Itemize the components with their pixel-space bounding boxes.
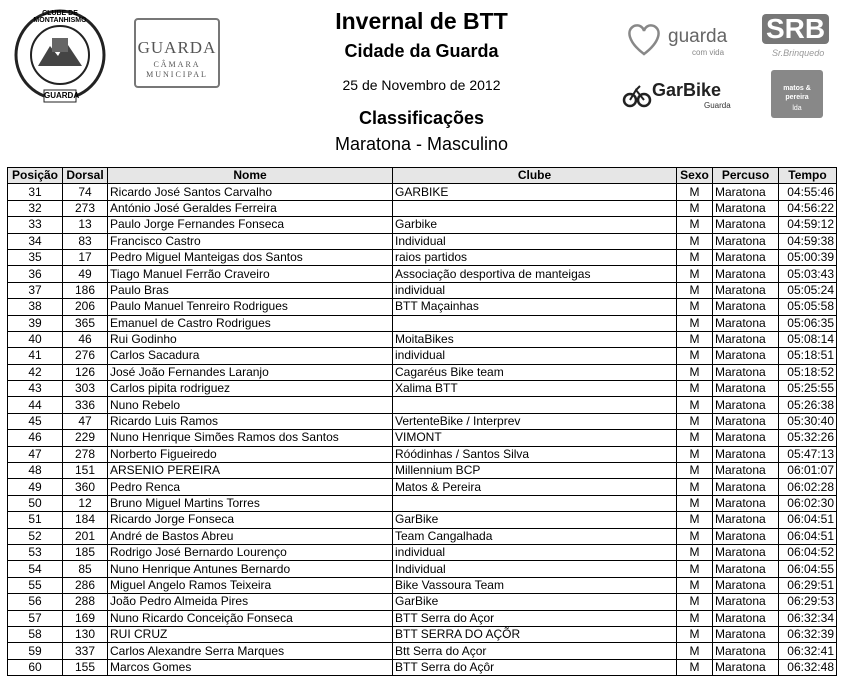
- cell-sexo: M: [677, 610, 713, 626]
- cell-dorsal: 130: [63, 626, 108, 642]
- cell-clube: VIMONT: [393, 430, 677, 446]
- cell-percurso: Maratona: [713, 200, 779, 216]
- garbike-logo-sub: Guarda: [704, 101, 731, 110]
- cell-clube: Garbike: [393, 217, 677, 233]
- cell-dorsal: 303: [63, 381, 108, 397]
- cell-nome: Nuno Ricardo Conceição Fonseca: [108, 610, 393, 626]
- cell-nome: José João Fernandes Laranjo: [108, 364, 393, 380]
- matos-logo-main: matos & pereira: [783, 85, 811, 101]
- table-row: [8, 233, 837, 249]
- cell-posicao: 50: [8, 495, 63, 511]
- cell-tempo: 05:05:24: [779, 282, 837, 298]
- col-header-percurso: Percuso: [713, 168, 779, 184]
- cell-nome: Ricardo José Santos Carvalho: [108, 184, 393, 200]
- results-table: [7, 167, 837, 676]
- cell-percurso: Maratona: [713, 430, 779, 446]
- cell-sexo: M: [677, 348, 713, 364]
- cell-tempo: 04:59:38: [779, 233, 837, 249]
- cell-percurso: Maratona: [713, 594, 779, 610]
- cell-sexo: M: [677, 315, 713, 331]
- matos-pereira-logo: [771, 70, 823, 118]
- table-row: [8, 364, 837, 380]
- cell-sexo: M: [677, 397, 713, 413]
- cell-percurso: Maratona: [713, 233, 779, 249]
- cell-percurso: Maratona: [713, 282, 779, 298]
- cell-dorsal: 365: [63, 315, 108, 331]
- cell-tempo: 05:06:35: [779, 315, 837, 331]
- col-header-sexo: Sexo: [677, 168, 713, 184]
- cell-clube: BTT SERRA DO AÇÕR: [393, 626, 677, 642]
- table-row: [8, 594, 837, 610]
- cell-tempo: 04:56:22: [779, 200, 837, 216]
- cell-sexo: M: [677, 577, 713, 593]
- cell-posicao: 56: [8, 594, 63, 610]
- cell-nome: António José Geraldes Ferreira: [108, 200, 393, 216]
- cell-tempo: 06:04:55: [779, 561, 837, 577]
- cell-clube: GARBIKE: [393, 184, 677, 200]
- cell-posicao: 48: [8, 463, 63, 479]
- cell-tempo: 05:03:43: [779, 266, 837, 282]
- cell-dorsal: 201: [63, 528, 108, 544]
- cell-clube: [393, 495, 677, 511]
- cell-nome: Nuno Henrique Simões Ramos dos Santos: [108, 430, 393, 446]
- cell-nome: Ricardo Luis Ramos: [108, 413, 393, 429]
- cell-percurso: Maratona: [713, 413, 779, 429]
- cell-clube: raios partidos: [393, 249, 677, 265]
- cell-clube: [393, 397, 677, 413]
- cell-tempo: 06:02:30: [779, 495, 837, 511]
- cell-tempo: 06:32:39: [779, 626, 837, 642]
- cell-dorsal: 151: [63, 463, 108, 479]
- cell-dorsal: 336: [63, 397, 108, 413]
- cell-nome: Bruno Miguel Martins Torres: [108, 495, 393, 511]
- cell-tempo: 06:01:07: [779, 463, 837, 479]
- cell-dorsal: 206: [63, 299, 108, 315]
- cell-dorsal: 184: [63, 512, 108, 528]
- cell-dorsal: 13: [63, 217, 108, 233]
- col-header-clube: Clube: [393, 168, 677, 184]
- cell-dorsal: 273: [63, 200, 108, 216]
- cell-percurso: Maratona: [713, 364, 779, 380]
- table-header-row: [8, 168, 837, 184]
- col-header-tempo: Tempo: [779, 168, 837, 184]
- cell-dorsal: 185: [63, 544, 108, 560]
- cell-tempo: 05:25:55: [779, 381, 837, 397]
- cell-clube: Matos & Pereira: [393, 479, 677, 495]
- guarda-com-vida-logo: [622, 14, 742, 60]
- cell-nome: Paulo Bras: [108, 282, 393, 298]
- cell-tempo: 05:05:58: [779, 299, 837, 315]
- cell-dorsal: 12: [63, 495, 108, 511]
- cell-sexo: M: [677, 381, 713, 397]
- cell-sexo: M: [677, 659, 713, 675]
- cell-percurso: Maratona: [713, 659, 779, 675]
- cell-sexo: M: [677, 626, 713, 642]
- cell-tempo: 05:18:52: [779, 364, 837, 380]
- cell-posicao: 55: [8, 577, 63, 593]
- cell-clube: BTT Maçainhas: [393, 299, 677, 315]
- cell-dorsal: 169: [63, 610, 108, 626]
- cell-tempo: 04:55:46: [779, 184, 837, 200]
- cell-sexo: M: [677, 446, 713, 462]
- table-row: [8, 397, 837, 413]
- cell-tempo: 06:32:34: [779, 610, 837, 626]
- matos-logo-sub: lda: [792, 105, 802, 112]
- cell-posicao: 60: [8, 659, 63, 675]
- cell-sexo: M: [677, 249, 713, 265]
- cell-percurso: Maratona: [713, 331, 779, 347]
- cell-dorsal: 276: [63, 348, 108, 364]
- cell-percurso: Maratona: [713, 528, 779, 544]
- cell-percurso: Maratona: [713, 217, 779, 233]
- cell-nome: ARSENIO PEREIRA: [108, 463, 393, 479]
- cell-tempo: 06:32:48: [779, 659, 837, 675]
- cell-percurso: Maratona: [713, 463, 779, 479]
- cell-percurso: Maratona: [713, 266, 779, 282]
- cell-nome: Marcos Gomes: [108, 659, 393, 675]
- cell-tempo: 06:29:51: [779, 577, 837, 593]
- table-row: [8, 512, 837, 528]
- clube-logo-bottom-text: GUARDA: [44, 91, 80, 100]
- page-title: Invernal de BTT: [335, 8, 508, 34]
- cell-nome: Norberto Figueiredo: [108, 446, 393, 462]
- cv-logo-sub: com vida: [692, 48, 725, 57]
- cell-clube: Individual: [393, 561, 677, 577]
- cell-percurso: Maratona: [713, 495, 779, 511]
- cell-nome: RUI CRUZ: [108, 626, 393, 642]
- cell-clube: VertenteBike / Interprev: [393, 413, 677, 429]
- cell-posicao: 51: [8, 512, 63, 528]
- cell-dorsal: 337: [63, 643, 108, 659]
- cell-clube: Millennium BCP: [393, 463, 677, 479]
- table-row: [8, 315, 837, 331]
- cell-nome: Rodrigo José Bernardo Lourenço: [108, 544, 393, 560]
- cell-percurso: Maratona: [713, 249, 779, 265]
- cell-nome: Nuno Rebelo: [108, 397, 393, 413]
- cell-dorsal: 288: [63, 594, 108, 610]
- cell-nome: Nuno Henrique Antunes Bernardo: [108, 561, 393, 577]
- table-row: [8, 413, 837, 429]
- table-row: [8, 479, 837, 495]
- cell-nome: Pedro Miguel Manteigas dos Santos: [108, 249, 393, 265]
- cell-posicao: 54: [8, 561, 63, 577]
- page-header: [0, 0, 843, 162]
- cell-percurso: Maratona: [713, 479, 779, 495]
- cell-nome: João Pedro Almeida Pires: [108, 594, 393, 610]
- table-row: [8, 626, 837, 642]
- section-title: Classificações: [358, 108, 485, 128]
- table-row: [8, 610, 837, 626]
- cell-percurso: Maratona: [713, 561, 779, 577]
- cell-posicao: 39: [8, 315, 63, 331]
- page-subtitle: Cidade da Guarda: [344, 41, 499, 61]
- cell-nome: Paulo Manuel Tenreiro Rodrigues: [108, 299, 393, 315]
- cell-clube: Btt Serra do Açor: [393, 643, 677, 659]
- cell-posicao: 43: [8, 381, 63, 397]
- cell-percurso: Maratona: [713, 610, 779, 626]
- garbike-logo-main: GarBike: [652, 80, 722, 100]
- cell-clube: Xalima BTT: [393, 381, 677, 397]
- cell-posicao: 57: [8, 610, 63, 626]
- cell-clube: individual: [393, 544, 677, 560]
- cell-clube: GarBike: [393, 512, 677, 528]
- garbike-logo: [622, 74, 742, 114]
- table-row: [8, 463, 837, 479]
- cell-nome: Pedro Renca: [108, 479, 393, 495]
- guarda-logo-sub1: CÂMARA: [153, 60, 201, 69]
- guarda-logo-sub2: MUNICIPAL: [146, 70, 208, 79]
- cell-posicao: 46: [8, 430, 63, 446]
- cell-sexo: M: [677, 217, 713, 233]
- col-header-nome: Nome: [108, 168, 393, 184]
- cell-sexo: M: [677, 266, 713, 282]
- guarda-logo-name: GUARDA: [137, 38, 217, 57]
- cell-dorsal: 155: [63, 659, 108, 675]
- cell-dorsal: 83: [63, 233, 108, 249]
- cell-tempo: 06:02:28: [779, 479, 837, 495]
- table-row: [8, 217, 837, 233]
- cell-dorsal: 17: [63, 249, 108, 265]
- cell-sexo: M: [677, 479, 713, 495]
- table-row: [8, 528, 837, 544]
- cell-percurso: Maratona: [713, 315, 779, 331]
- cell-clube: MoitaBikes: [393, 331, 677, 347]
- cell-dorsal: 49: [63, 266, 108, 282]
- cell-nome: Carlos pipita rodriguez: [108, 381, 393, 397]
- cell-tempo: 04:59:12: [779, 217, 837, 233]
- cell-sexo: M: [677, 512, 713, 528]
- cell-sexo: M: [677, 528, 713, 544]
- table-row: [8, 544, 837, 560]
- cell-sexo: M: [677, 544, 713, 560]
- clube-logo-top-text: CLUBE DE MONTANHISMO: [33, 10, 87, 24]
- cell-dorsal: 46: [63, 331, 108, 347]
- cell-tempo: 06:32:41: [779, 643, 837, 659]
- cell-tempo: 05:30:40: [779, 413, 837, 429]
- cell-tempo: 05:26:38: [779, 397, 837, 413]
- cell-posicao: 47: [8, 446, 63, 462]
- cell-sexo: M: [677, 184, 713, 200]
- cell-posicao: 35: [8, 249, 63, 265]
- cell-nome: Carlos Sacadura: [108, 348, 393, 364]
- cell-sexo: M: [677, 430, 713, 446]
- cell-sexo: M: [677, 561, 713, 577]
- cell-percurso: Maratona: [713, 381, 779, 397]
- cell-nome: Ricardo Jorge Fonseca: [108, 512, 393, 528]
- cell-dorsal: 74: [63, 184, 108, 200]
- cell-clube: Associação desportiva de manteigas: [393, 266, 677, 282]
- cell-percurso: Maratona: [713, 544, 779, 560]
- cell-posicao: 37: [8, 282, 63, 298]
- cell-nome: Francisco Castro: [108, 233, 393, 249]
- cell-clube: Individual: [393, 233, 677, 249]
- cell-posicao: 49: [8, 479, 63, 495]
- cell-tempo: 05:32:26: [779, 430, 837, 446]
- event-date: 25 de Novembro de 2012: [342, 77, 501, 93]
- srb-logo-main: SRB: [762, 14, 829, 44]
- cell-percurso: Maratona: [713, 446, 779, 462]
- cell-posicao: 38: [8, 299, 63, 315]
- bike-icon: [622, 80, 652, 110]
- table-row: [8, 577, 837, 593]
- table-row: [8, 430, 837, 446]
- category-title: Maratona - Masculino: [334, 134, 509, 154]
- cell-posicao: 32: [8, 200, 63, 216]
- cell-percurso: Maratona: [713, 626, 779, 642]
- table-row: [8, 249, 837, 265]
- table-row: [8, 381, 837, 397]
- table-row: [8, 495, 837, 511]
- table-row: [8, 282, 837, 298]
- cell-tempo: 05:00:39: [779, 249, 837, 265]
- cell-dorsal: 278: [63, 446, 108, 462]
- cell-percurso: Maratona: [713, 184, 779, 200]
- heart-icon: [624, 18, 664, 58]
- srb-logo-sub: Sr.Brinquedo: [772, 48, 825, 58]
- cell-nome: Tiago Manuel Ferrão Craveiro: [108, 266, 393, 282]
- cell-sexo: M: [677, 413, 713, 429]
- table-row: [8, 446, 837, 462]
- cell-nome: Miguel Angelo Ramos Teixeira: [108, 577, 393, 593]
- cell-percurso: Maratona: [713, 348, 779, 364]
- cell-clube: Team Cangalhada: [393, 528, 677, 544]
- cell-nome: André de Bastos Abreu: [108, 528, 393, 544]
- cell-dorsal: 360: [63, 479, 108, 495]
- cell-posicao: 34: [8, 233, 63, 249]
- cell-nome: Carlos Alexandre Serra Marques: [108, 643, 393, 659]
- cell-posicao: 40: [8, 331, 63, 347]
- cell-tempo: 06:29:53: [779, 594, 837, 610]
- table-row: [8, 299, 837, 315]
- table-row: [8, 266, 837, 282]
- table-row: [8, 184, 837, 200]
- table-row: [8, 200, 837, 216]
- cell-nome: Rui Godinho: [108, 331, 393, 347]
- cell-posicao: 44: [8, 397, 63, 413]
- cell-dorsal: 47: [63, 413, 108, 429]
- cell-dorsal: 186: [63, 282, 108, 298]
- cell-percurso: Maratona: [713, 512, 779, 528]
- cell-percurso: Maratona: [713, 397, 779, 413]
- cell-posicao: 58: [8, 626, 63, 642]
- cell-tempo: 06:04:52: [779, 544, 837, 560]
- cell-clube: BTT Serra do Açôr: [393, 659, 677, 675]
- cell-posicao: 53: [8, 544, 63, 560]
- results-body: [8, 184, 837, 676]
- cell-dorsal: 229: [63, 430, 108, 446]
- cell-clube: [393, 200, 677, 216]
- cell-dorsal: 286: [63, 577, 108, 593]
- cell-posicao: 45: [8, 413, 63, 429]
- cell-clube: Cagaréus Bike team: [393, 364, 677, 380]
- cell-percurso: Maratona: [713, 577, 779, 593]
- cell-posicao: 31: [8, 184, 63, 200]
- cell-tempo: 05:08:14: [779, 331, 837, 347]
- cell-sexo: M: [677, 200, 713, 216]
- cell-sexo: M: [677, 594, 713, 610]
- cell-tempo: 05:47:13: [779, 446, 837, 462]
- cell-clube: GarBike: [393, 594, 677, 610]
- cell-sexo: M: [677, 282, 713, 298]
- cell-sexo: M: [677, 331, 713, 347]
- cell-posicao: 36: [8, 266, 63, 282]
- cell-nome: Emanuel de Castro Rodrigues: [108, 315, 393, 331]
- cell-clube: [393, 315, 677, 331]
- table-row: [8, 659, 837, 675]
- cell-posicao: 42: [8, 364, 63, 380]
- cell-sexo: M: [677, 495, 713, 511]
- table-row: [8, 643, 837, 659]
- cell-clube: individual: [393, 282, 677, 298]
- cell-tempo: 06:04:51: [779, 512, 837, 528]
- cell-sexo: M: [677, 364, 713, 380]
- cell-posicao: 59: [8, 643, 63, 659]
- cell-sexo: M: [677, 233, 713, 249]
- col-header-posicao: Posição: [8, 168, 63, 184]
- cell-nome: Paulo Jorge Fernandes Fonseca: [108, 217, 393, 233]
- cell-dorsal: 126: [63, 364, 108, 380]
- cell-clube: BTT Serra do Açor: [393, 610, 677, 626]
- cv-logo-main: guarda: [668, 26, 728, 47]
- cell-sexo: M: [677, 299, 713, 315]
- table-row: [8, 331, 837, 347]
- cell-posicao: 52: [8, 528, 63, 544]
- cell-sexo: M: [677, 463, 713, 479]
- col-header-dorsal: Dorsal: [63, 168, 108, 184]
- cell-tempo: 05:18:51: [779, 348, 837, 364]
- cell-sexo: M: [677, 643, 713, 659]
- table-row: [8, 348, 837, 364]
- cell-clube: Róódinhas / Santos Silva: [393, 446, 677, 462]
- cell-clube: individual: [393, 348, 677, 364]
- cell-percurso: Maratona: [713, 643, 779, 659]
- cell-percurso: Maratona: [713, 299, 779, 315]
- cell-tempo: 06:04:51: [779, 528, 837, 544]
- cell-posicao: 33: [8, 217, 63, 233]
- cell-posicao: 41: [8, 348, 63, 364]
- cell-dorsal: 85: [63, 561, 108, 577]
- cell-clube: Bike Vassoura Team: [393, 577, 677, 593]
- srb-logo: [758, 14, 834, 64]
- table-row: [8, 561, 837, 577]
